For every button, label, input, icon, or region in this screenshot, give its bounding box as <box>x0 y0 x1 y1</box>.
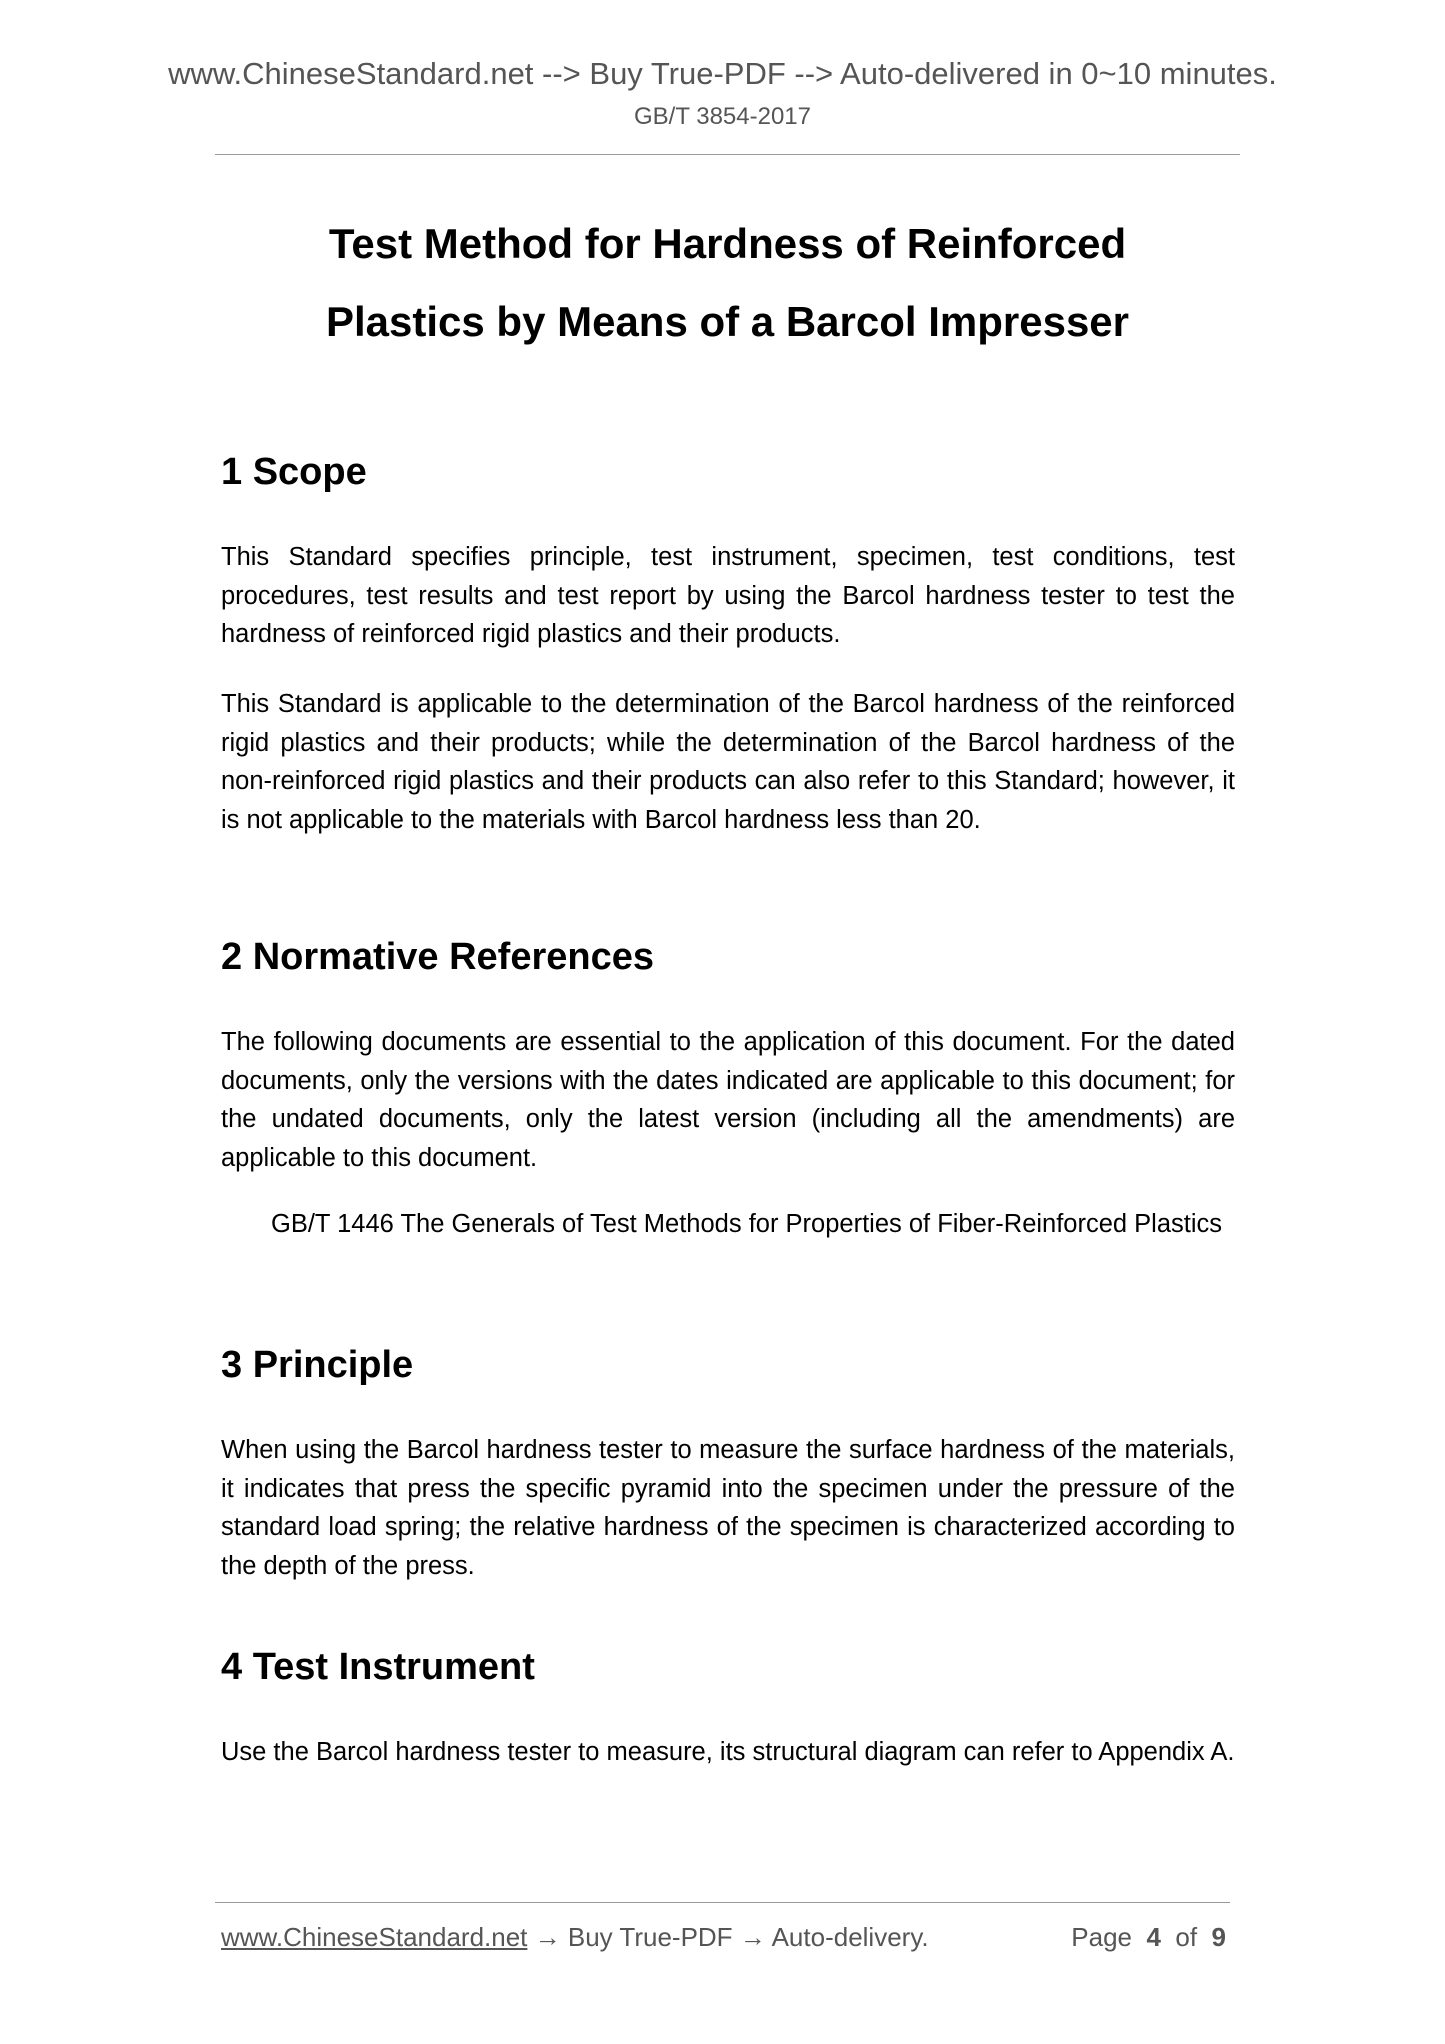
principle-paragraph-1: When using the Barcol hardness tester to measure the surface hardness of the materials, it indicates that press the specific pyramid into the specimen under the pressure of the standard load spring; the relative hardness of the specimen is characterized according to the depth of the press. <box>221 1436 1235 1580</box>
references-paragraph-1: The following documents are essential to the application of this document. For the dated documents, only the versions with the dates indicated are applicable to this document; for the undated documents, only the latest version (including all the amendments) are applicable to this document. <box>221 1028 1235 1172</box>
reference-item-gbt1446: GB/T 1446 The Generals of Test Methods for Properties of Fiber-Reinforced Plastics <box>271 1210 1223 1238</box>
scope-paragraph-1: This Standard specifies principle, test instrument, specimen, test conditions, test procedures, test results and test report by using the Barcol hardness tester to test the hardness of reinforced rigid plastics and their products. <box>221 543 1235 648</box>
document-title-line1: Test Method for Hardness of Reinforced <box>328 220 1127 267</box>
page-total: 9 <box>1211 1922 1226 1952</box>
page-current: 4 <box>1146 1922 1161 1952</box>
page-indicator <box>1071 1924 1226 1950</box>
footer-links <box>221 1924 929 1950</box>
document-title-line2: Plastics by Means of a Barcol Impresser <box>325 298 1130 345</box>
header-divider <box>215 154 1240 155</box>
header-banner[interactable]: www.ChineseStandard.net --> Buy True-PDF --> Auto-delivered in 0~10 minutes. <box>168 56 1277 91</box>
section-heading-test-instrument: 4 Test Instrument <box>221 1646 535 1688</box>
scope-paragraph-2: This Standard is applicable to the determination of the Barcol hardness of the reinforced rigid plastics and their products; while the determination of the Barcol hardness of the non-reinforced rigid plastics and their products can also refer to this Standard; however, it is not applicable to the materials with Barcol hardness less than 20. <box>221 690 1235 834</box>
footer-arrow-icon: → <box>732 1922 772 1952</box>
standard-code: GB/T 3854-2017 <box>633 103 811 130</box>
section-heading-normative-references: 2 Normative References <box>221 936 654 978</box>
page-label: Page <box>1071 1922 1133 1952</box>
page-of: of <box>1175 1922 1198 1952</box>
section-heading-scope: 1 Scope <box>221 451 367 493</box>
footer-buy-text: Buy True-PDF <box>567 1922 733 1952</box>
document-title <box>215 205 1240 361</box>
instrument-paragraph-1: Use the Barcol hardness tester to measure, its structural diagram can refer to Appendix A. <box>221 1738 1235 1766</box>
footer-arrow-icon: → <box>527 1922 568 1952</box>
section-heading-principle: 3 Principle <box>221 1344 414 1386</box>
footer-site-link[interactable]: www.ChineseStandard.net <box>221 1922 528 1952</box>
footer-divider <box>215 1902 1230 1903</box>
footer-delivery-text: Auto-delivery. <box>771 1922 929 1952</box>
